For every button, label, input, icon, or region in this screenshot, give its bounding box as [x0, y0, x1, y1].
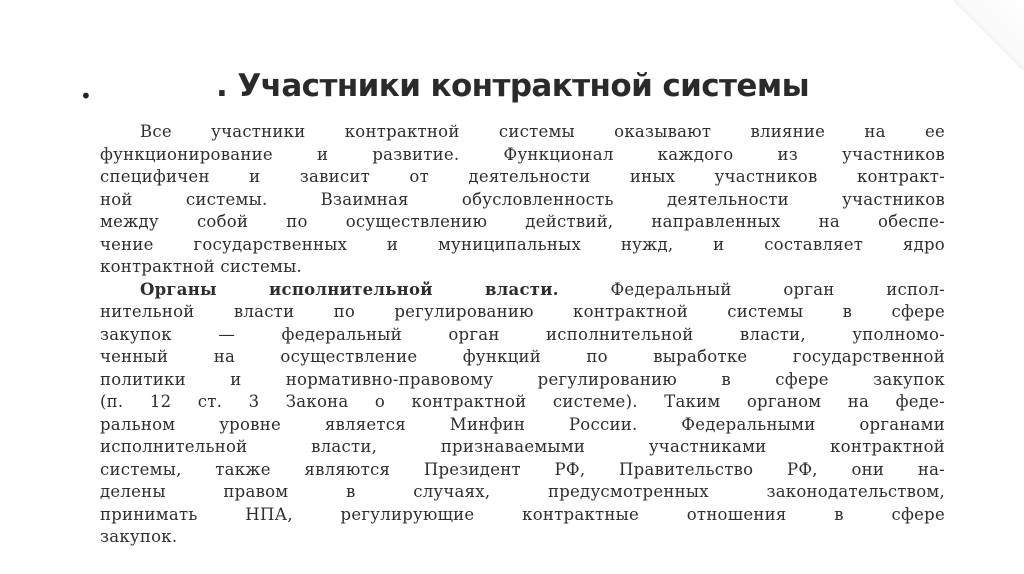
- text-line: ченный на осуществление функций по выработке государственной: [100, 347, 945, 366]
- text-line: ной системы. Взаимная обусловленность деятельности участников: [100, 189, 945, 209]
- page-corner-shadow: [954, 0, 1024, 70]
- text-line: (п. 12 ст. 3 Закона о контрактной системе). Таким органом на феде-: [100, 392, 945, 411]
- text-line: Все участники контрактной системы оказывают влияние на ее: [140, 122, 945, 141]
- text-line: делены правом в случаях, предусмотренных законодательством,: [100, 482, 945, 501]
- text-line: политики и нормативно-правовому регулированию в сфере закупок: [100, 369, 945, 389]
- paragraph-participants: [100, 121, 960, 279]
- slide-title: . Участники контрактной системы: [216, 68, 810, 104]
- text-line: контрактной системы.: [100, 257, 302, 276]
- bullet-marker: •: [80, 84, 92, 108]
- text-line: ральном уровне является Минфин России. Федеральными органами: [100, 414, 945, 434]
- text-line-with-term: [100, 279, 945, 302]
- text-line: закупок — федеральный орган исполнительной власти, уполномо-: [100, 324, 945, 344]
- text-line: между собой по осуществлению действий, направленных на обеспе-: [100, 212, 945, 231]
- text-line: закупок.: [100, 527, 178, 546]
- text-line: нительной власти по регулированию контрактной системы в сфере: [100, 302, 945, 321]
- text-line: исполнительной власти, признаваемыми участниками контрактной: [100, 437, 945, 456]
- paragraph-executive-bodies: [100, 279, 960, 549]
- text-line: принимать НПА, регулирующие контрактные отношения в сфере: [100, 504, 945, 524]
- text-line: системы, также являются Президент РФ, Правительство РФ, они на-: [100, 459, 945, 479]
- section-term: Органы исполнительной власти.: [140, 279, 559, 299]
- text-line: функционирование и развитие. Функционал каждого из участников: [100, 144, 945, 164]
- text-line: чение государственных и муниципальных нужд, и составляет ядро: [100, 234, 945, 254]
- document-text: [100, 121, 960, 549]
- text-line-rest: Федеральный орган испол-: [558, 279, 946, 299]
- text-line: специфичен и зависит от деятельности иных участников контракт-: [100, 167, 945, 186]
